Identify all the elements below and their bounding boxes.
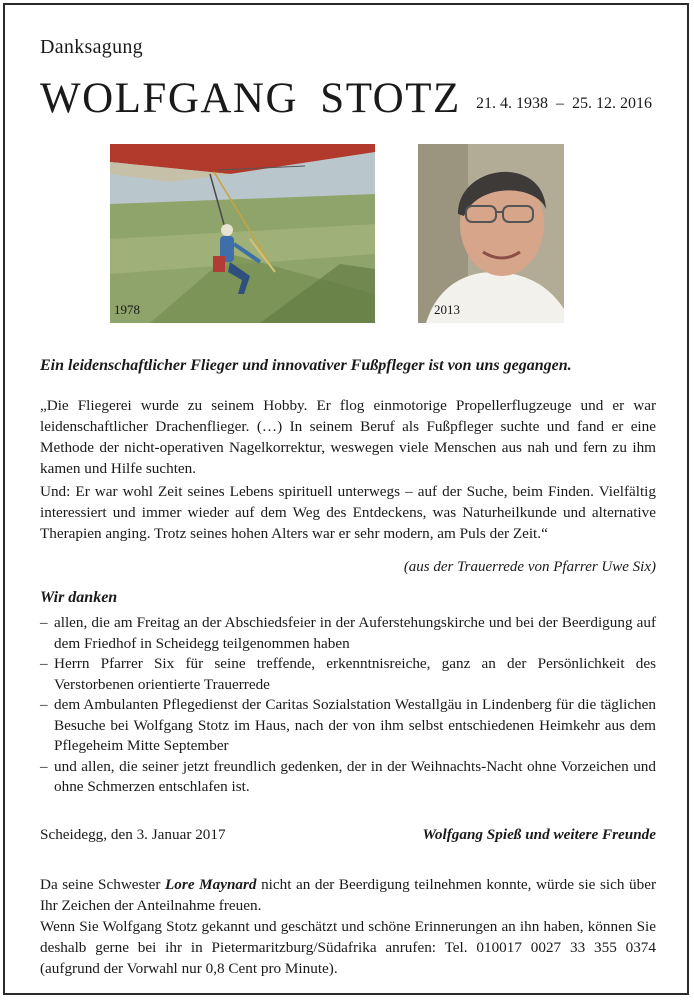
- signature: Wolfgang Spieß und weitere Freunde: [422, 826, 656, 843]
- life-dates: 21. 4. 1938 – 25. 12. 2016: [476, 95, 652, 112]
- hang-glider-pilot-photo: [110, 144, 375, 323]
- photo-caption-1978: 1978: [114, 302, 140, 317]
- quote-paragraph-1: „Die Fliegerei wurde zu seinem Hobby. Er flog einmotorige Propellerflugzeuge und er war leidenschaftlicher Drachenflieger. (…) In seinem Beruf als Fußpfleger suchte und fand er eine Methode der nicht-operativen Nagelkorrektur, weswegen viele Menschen aus nah und fern zu ihm kamen und Hilfe suchten.: [40, 397, 656, 477]
- place-date: Scheidegg, den 3. Januar 2017: [40, 826, 226, 843]
- quote-paragraph-2: Und: Er war wohl Zeit seines Lebens spirituell unterwegs – auf der Suche, beim Finden. Vielfältig interessiert und immer wieder auf dem Weg des Entdeckens, was Naturheilkunde und alternative Therapien anging. Trotz seines hohen Alters war er sehr modern, am Puls der Zeit.“: [40, 483, 656, 542]
- closing-note-start: Da seine Schwester: [40, 876, 166, 893]
- list-item: – allen, die am Freitag an der Abschiedsfeier in der Auferstehungskirche und bei der Beerdigung auf dem Friedhof in Scheidegg teilgenommen haben: [40, 613, 656, 654]
- list-item: – dem Ambulanten Pflegedienst der Caritas Sozialstation Westallgäu in Lindenberg für die täglichen Besuche bei Wolfgang Stotz im Haus, nach der von ihm selbst entschiedenen Heimkehr aus dem Pflegeheim Mitte September: [40, 695, 656, 757]
- closing-note: [40, 874, 656, 979]
- headline: Ein leidenschaftlicher Flieger und innovativer Fußpfleger ist von uns gegangen.: [40, 357, 572, 374]
- quote-source: (aus der Trauerrede von Pfarrer Uwe Six): [403, 559, 656, 575]
- list-item: – und allen, die seiner jetzt freundlich gedenken, der in der Weihnachts-Nacht ohne Vorzeichen und ohne Schmerzen entschlafen ist.: [40, 757, 656, 798]
- thanks-heading: Wir danken: [40, 589, 118, 606]
- photo-caption-2013: 2013: [434, 302, 460, 317]
- document-title: Danksagung: [40, 36, 143, 58]
- sister-name: Lore Maynard: [165, 876, 257, 893]
- portrait-photo: [418, 144, 564, 323]
- deceased-name: WOLFGANG STOTZ: [40, 75, 461, 122]
- closing-note-phone: Wenn Sie Wolfgang Stotz gekannt und geschätzt und schöne Erinnerungen an ihn haben, können Sie deshalb gerne bei ihr in Pietermaritzburg/Südafrika anrufen: Tel. 010017 0027 33 355 0374 (aufgrund der Vorwahl nur 0,8 Cent pro Minute).: [40, 918, 656, 977]
- portrait-illustration: [418, 144, 564, 323]
- list-item: – Herrn Pfarrer Six für seine treffende, erkenntnisreiche, ganz an der Persönlichkeit des Verstorbenen orientierte Trauerrede: [40, 654, 656, 695]
- closing-note-end: nicht an der Beerdigung teilnehmen konnte, würde sie sich über Ihr Zeichen der Anteilnahme freuen.: [40, 876, 656, 914]
- hang-glider-illustration: [110, 144, 375, 323]
- thanks-list: [40, 613, 656, 798]
